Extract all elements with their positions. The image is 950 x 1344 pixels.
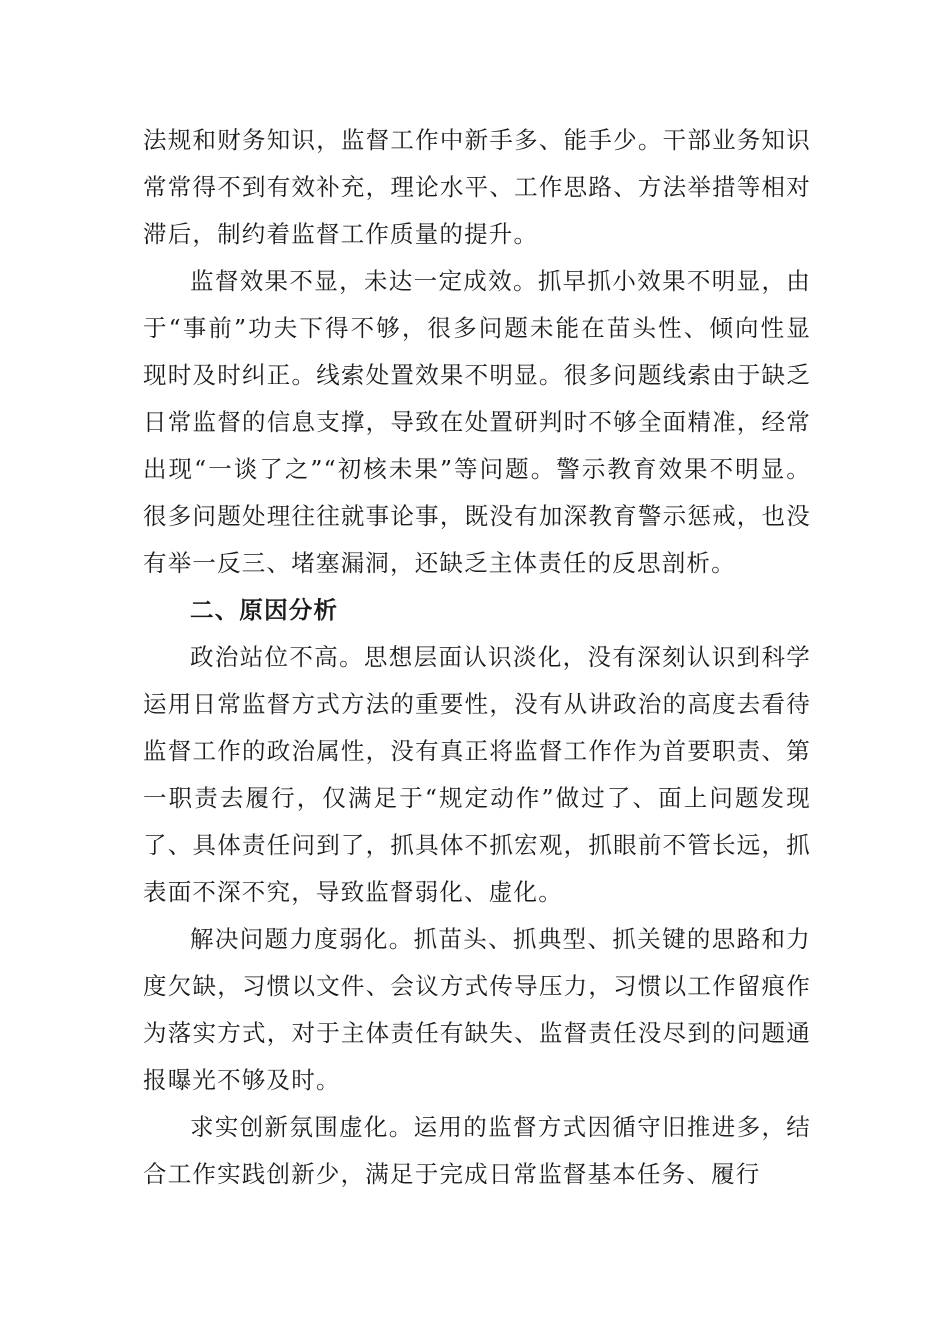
paragraph-continuation: 法规和财务知识，监督工作中新手多、能手少。干部业务知识常常得不到有效补充，理论水平、工作思路、方法举措等相对滞后，制约着监督工作质量的提升。 bbox=[143, 126, 811, 248]
paragraph-supervision-effect: 监督效果不显，未达一定成效。抓早抓小效果不明显，由于“事前”功夫下得不够，很多问题未能在苗头性、倾向性显现时及时纠正。线索处置效果不明显。很多问题线索由于缺乏日常监督的信息支撑，导致在处置研判时不够全面精准，经常出现“一谈了之”“初核未果”等问题。警示教育效果不明显。很多问题处理往往就事论事，既没有加深教育警示惩戒，也没有举一反三、堵塞漏洞，还缺乏主体责任的反思剖析。 bbox=[143, 267, 811, 577]
paragraph-innovation: 求实创新氛围虚化。运用的监督方式因循守旧推进多，结合工作实践创新少，满足于完成日常监督基本任务、履行 bbox=[143, 1113, 811, 1188]
paragraph-political-stance: 政治站位不高。思想层面认识淡化，没有深刻认识到科学运用日常监督方式方法的重要性，没有从讲政治的高度去看待监督工作的政治属性，没有真正将监督工作作为首要职责、第一职责去履行，仅满足于“规定动作”做过了、面上问题发现了、具体责任问到了，抓具体不抓宏观，抓眼前不管长远，抓表面不深不究，导致监督弱化、虚化。 bbox=[143, 643, 811, 906]
section-heading: 二、原因分析 bbox=[190, 596, 339, 624]
document-body bbox=[143, 117, 811, 1198]
paragraph-problem-solving: 解决问题力度弱化。抓苗头、抓典型、抓关键的思路和力度欠缺，习惯以文件、会议方式传导压力，习惯以工作留痕作为落实方式，对于主体责任有缺失、监督责任没尽到的问题通报曝光不够及时。 bbox=[143, 925, 811, 1094]
